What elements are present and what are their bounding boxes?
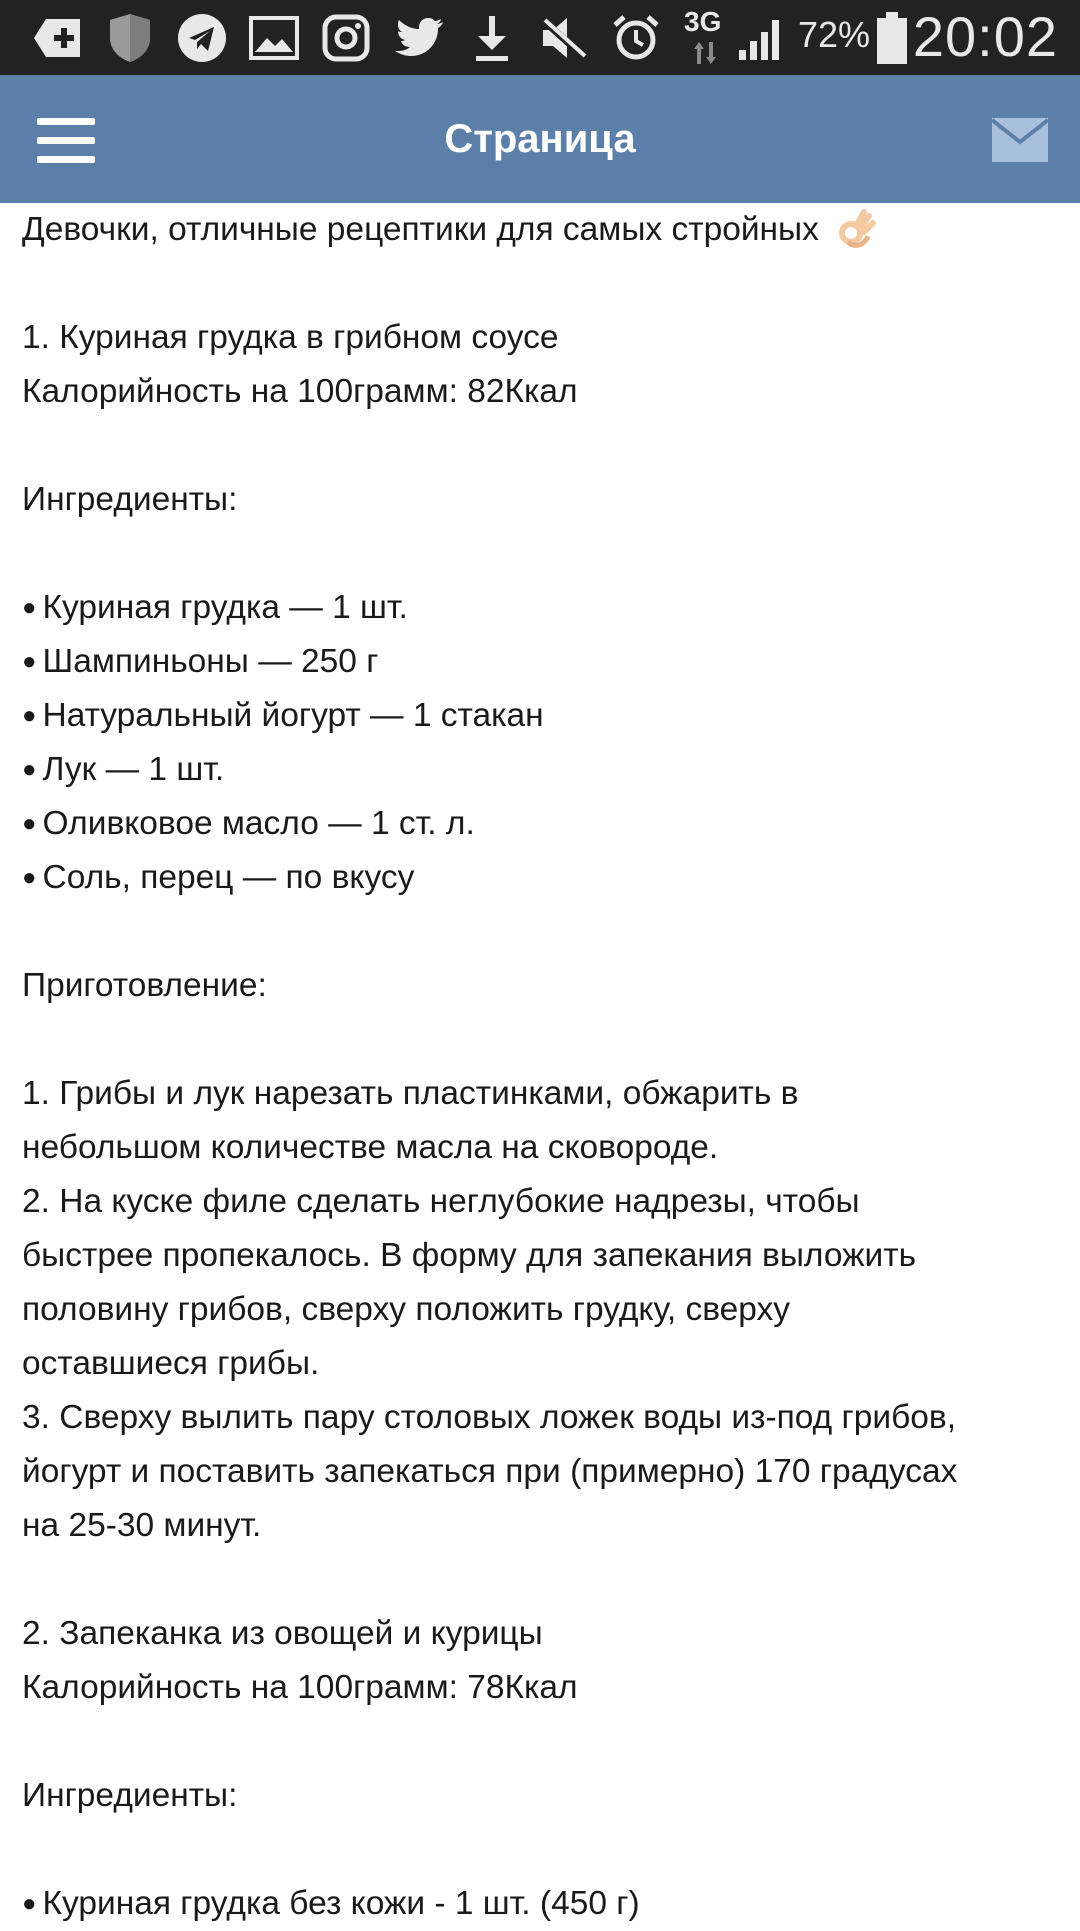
battery-percent: 72% [798, 14, 871, 55]
clock: 20:02 [912, 5, 1058, 68]
step-line: 3. Сверху вылить пару столовых ложек воды из-под грибов, [22, 1399, 957, 1436]
recipe-2-calories: Калорийность на 100грамм: 78Ккал [22, 1669, 578, 1706]
step-line: быстрее пропекалось. В форму для запекания выложить [22, 1237, 917, 1274]
ingredient-item: ● Куриная грудка — 1 шт. [22, 581, 1062, 635]
intro-text: Девочки, отличные рецептики для самых стройных [22, 211, 819, 248]
mail-button[interactable] [982, 105, 1058, 175]
recipe-1-ingredients-header: Ингредиенты: [22, 481, 238, 518]
instagram-icon [318, 10, 374, 66]
step-line: 2. На куске филе сделать неглубокие надрезы, чтобы [22, 1183, 860, 1220]
step-line: 1. Грибы и лук нарезать пластинками, обжарить в [22, 1075, 799, 1112]
data-arrows-icon [690, 38, 720, 68]
status-bar [0, 0, 1080, 75]
ingredient-item: ● Лук — 1 шт. [22, 743, 1062, 797]
battery-icon [864, 10, 920, 66]
image-icon [246, 10, 302, 66]
app-bar [0, 75, 1080, 203]
ingredient-item: ● Соль, перец — по вкусу [22, 851, 1062, 905]
menu-button[interactable] [26, 105, 106, 175]
alarm-icon [608, 10, 664, 66]
step-line: половину грибов, сверху положить грудку, сверху [22, 1291, 791, 1328]
recipe-1-steps-header: Приготовление: [22, 967, 267, 1004]
recipe-2-title: 2. Запеканка из овощей и курицы [22, 1615, 543, 1652]
step-line: оставшиеся грибы. [22, 1345, 320, 1382]
hamburger-menu-icon [37, 116, 95, 164]
ingredient-item: ● Куриная грудка без кожи - 1 шт. (450 г) [22, 1877, 1062, 1931]
network-3g-icon: 3G [684, 6, 722, 37]
download-icon [464, 10, 520, 66]
step-line: на 25-30 минут. [22, 1507, 262, 1544]
add-icon [30, 10, 86, 66]
recipe-1-calories: Калорийность на 100грамм: 82Ккал [22, 373, 578, 410]
step-line: йогурт и поставить запекаться при (примерно) 170 градусах [22, 1453, 958, 1490]
step-line: небольшом количестве масла на сковороде. [22, 1129, 719, 1166]
ingredient-item: ● Шампиньоны — 250 г [22, 635, 1062, 689]
ok-hand-emoji [834, 208, 876, 250]
shield-icon [102, 10, 158, 66]
ingredient-item: ● Оливковое масло — 1 ст. л. [22, 797, 1062, 851]
recipe-2-ingredients-header: Ингредиенты: [22, 1777, 238, 1814]
mute-icon [536, 10, 592, 66]
ingredient-item: ● Натуральный йогурт — 1 стакан [22, 689, 1062, 743]
mail-icon [992, 118, 1048, 162]
recipe-1-title: 1. Куриная грудка в грибном соусе [22, 319, 559, 356]
signal-icon [734, 10, 790, 66]
telegram-icon [174, 10, 230, 66]
post-content [22, 203, 1062, 1931]
twitter-icon [392, 10, 448, 66]
post-intro [22, 203, 1062, 257]
page-title: Страница [444, 117, 636, 161]
